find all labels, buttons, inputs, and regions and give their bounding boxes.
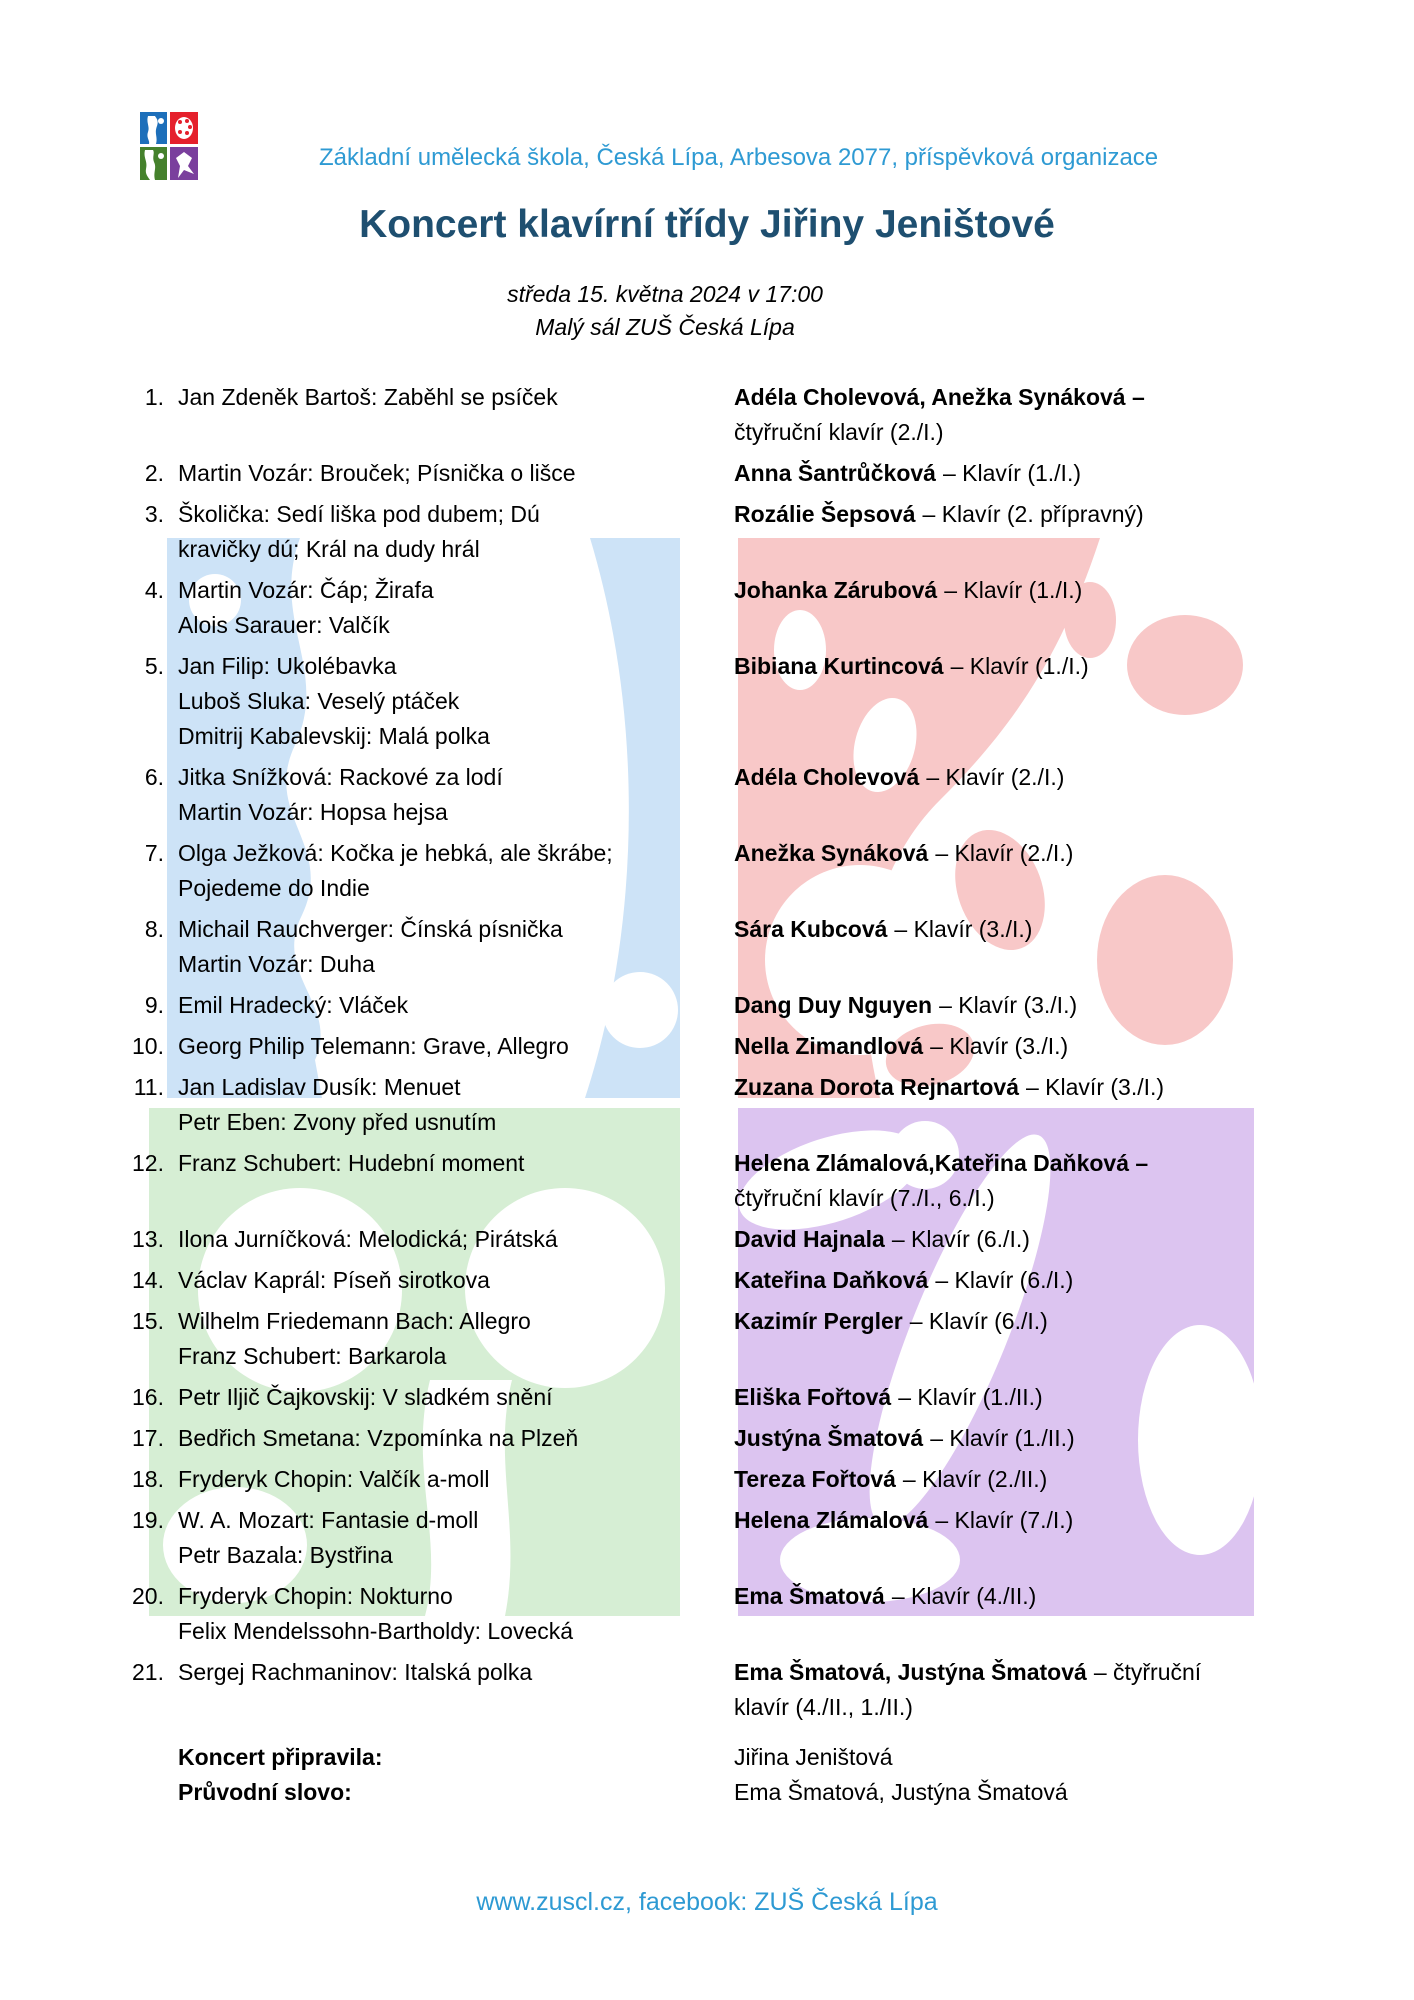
credit-row [130, 1775, 1290, 1810]
performance-detail: – Klavír (2. přípravný) [922, 501, 1144, 527]
program-row [130, 1503, 1290, 1573]
piece-lines [178, 1070, 734, 1140]
program-row [130, 1029, 1290, 1064]
performer-name: Helena Zlámalová,Kateřina Daňková – [734, 1150, 1149, 1176]
program-row [130, 573, 1290, 643]
piece-line: Jan Ladislav Dusík: Menuet [178, 1074, 461, 1100]
program-list [130, 380, 1290, 1810]
performer-cell [734, 1029, 1254, 1064]
row-number: 3. [144, 501, 164, 527]
program-row [130, 1304, 1290, 1374]
piece-lines [178, 1462, 734, 1497]
piece-line: Emil Hradecký: Vláček [178, 992, 409, 1018]
date-line: středa 15. května 2024 v 17:00 [507, 281, 823, 307]
piece-line: Wilhelm Friedemann Bach: Allegro [178, 1308, 531, 1334]
program-row [130, 1421, 1290, 1456]
piece-line: Petr Iljič Čajkovskij: V sladkém snění [178, 1384, 553, 1410]
performance-detail: – Klavír (1./II.) [898, 1384, 1043, 1410]
piece-line: Sergej Rachmaninov: Italská polka [178, 1659, 533, 1685]
piece-line: Luboš Sluka: Veselý ptáček [178, 688, 460, 714]
piece-line: Olga Ježková: Kočka je hebká, ale škrábe; [178, 840, 613, 866]
row-number: 2. [144, 460, 164, 486]
program-row [130, 1462, 1290, 1497]
row-number: 12. [132, 1150, 164, 1176]
piece-line: Alois Sarauer: Valčík [178, 612, 390, 638]
piece-line: Václav Kaprál: Píseň sirotkova [178, 1267, 490, 1293]
piece-line: Pojedeme do Indie [178, 875, 370, 901]
row-number: 1. [144, 384, 164, 410]
performance-detail: – Klavír (6./I.) [909, 1308, 1048, 1334]
performance-detail: – Klavír (1./I.) [942, 460, 1081, 486]
piece-line: Fryderyk Chopin: Nokturno [178, 1583, 453, 1609]
piece-lines [178, 1421, 734, 1456]
performance-detail: – Klavír (6./I.) [891, 1226, 1030, 1252]
row-number: 18. [132, 1466, 164, 1492]
performer-name: Eliška Fořtová [734, 1384, 892, 1410]
piece-line: Franz Schubert: Barkarola [178, 1343, 447, 1369]
venue-line: Malý sál ZUŠ Česká Lípa [535, 314, 795, 340]
piece-line: Jan Zdeněk Bartoš: Zaběhl se psíček [178, 384, 558, 410]
performer-cell [734, 988, 1254, 1023]
performer-cell [734, 760, 1254, 830]
piece-line: Fryderyk Chopin: Valčík a-moll [178, 1466, 490, 1492]
piece-lines [178, 1263, 734, 1298]
piece-line: Bedřich Smetana: Vzpomínka na Plzeň [178, 1425, 579, 1451]
performer-cell [734, 456, 1254, 491]
performer-name: Adéla Cholevová, Anežka Synáková – [734, 384, 1145, 410]
performance-detail: – Klavír (3./I.) [930, 1033, 1069, 1059]
performer-name: Adéla Cholevová [734, 764, 920, 790]
credit-row [130, 1740, 1290, 1775]
school-logo-icon [140, 112, 198, 180]
program-row [130, 497, 1290, 567]
performance-detail: – Klavír (3./I.) [939, 992, 1078, 1018]
row-number: 10. [132, 1033, 164, 1059]
performer-name: Dang Duy Nguyen [734, 992, 933, 1018]
performer-cell [734, 1146, 1254, 1216]
piece-line: Martin Vozár: Hopsa hejsa [178, 799, 448, 825]
piece-lines [178, 1029, 734, 1064]
piece-line: Jitka Snížková: Rackové za lodí [178, 764, 503, 790]
row-number: 20. [132, 1583, 164, 1609]
performer-cell [734, 1222, 1254, 1257]
program-row [130, 1070, 1290, 1140]
program-row [130, 836, 1290, 906]
performer-cell [734, 1263, 1254, 1298]
credit-value: Ema Šmatová, Justýna Šmatová [734, 1779, 1068, 1805]
performer-cell [734, 1655, 1254, 1725]
performer-name: Helena Zlámalová [734, 1507, 929, 1533]
performance-detail: – Klavír (1./II.) [930, 1425, 1075, 1451]
row-number: 7. [144, 840, 164, 866]
performer-name: Justýna Šmatová [734, 1425, 924, 1451]
piece-lines [178, 988, 734, 1023]
row-number: 15. [132, 1308, 164, 1334]
performer-cell [734, 836, 1254, 906]
performer-cell [734, 1070, 1254, 1140]
performer-name: Sára Kubcová [734, 916, 888, 942]
performer-name: Johanka Zárubová [734, 577, 938, 603]
piece-lines [178, 912, 734, 982]
piece-lines [178, 1304, 734, 1374]
performer-name: Rozálie Šepsová [734, 501, 916, 527]
performer-name: Nella Zimandlová [734, 1033, 924, 1059]
piece-lines [178, 649, 734, 754]
performer-name: Bibiana Kurtincová [734, 653, 944, 679]
piece-lines [178, 1380, 734, 1415]
performer-cell [734, 1304, 1254, 1374]
performer-name: Zuzana Dorota Rejnartová [734, 1074, 1019, 1100]
piece-line: Školička: Sedí liška pod dubem; Dú [178, 501, 540, 527]
piece-line: Jan Filip: Ukolébavka [178, 653, 397, 679]
row-number: 16. [132, 1384, 164, 1410]
program-row [130, 1655, 1290, 1725]
credit-label: Koncert připravila: [178, 1744, 383, 1770]
performance-detail: – Klavír (2./I.) [935, 840, 1074, 866]
program-row [130, 760, 1290, 830]
piece-line: Felix Mendelssohn-Bartholdy: Lovecká [178, 1618, 574, 1644]
performer-name: Tereza Fořtová [734, 1466, 896, 1492]
piece-line: kravičky dú; Král na dudy hrál [178, 536, 480, 562]
piece-lines [178, 836, 734, 906]
performer-cell [734, 573, 1254, 643]
row-number: 6. [144, 764, 164, 790]
row-number: 19. [132, 1507, 164, 1533]
piece-lines [178, 760, 734, 830]
piece-lines [178, 1579, 734, 1649]
piece-line: Franz Schubert: Hudební moment [178, 1150, 525, 1176]
piece-line: Georg Philip Telemann: Grave, Allegro [178, 1033, 569, 1059]
piece-line: Martin Vozár: Čáp; Žirafa [178, 577, 434, 603]
piece-lines [178, 456, 734, 491]
row-number: 8. [144, 916, 164, 942]
piece-lines [178, 497, 734, 567]
performer-cell [734, 380, 1254, 450]
performer-cell [734, 1380, 1254, 1415]
piece-line: Ilona Jurníčková: Melodická; Pirátská [178, 1226, 558, 1252]
piece-line: Petr Bazala: Bystřina [178, 1542, 393, 1568]
performer-name: Anna Šantrůčková [734, 460, 936, 486]
row-number: 13. [132, 1226, 164, 1252]
piece-line: Petr Eben: Zvony před usnutím [178, 1109, 497, 1135]
performer-cell [734, 1503, 1254, 1573]
piece-lines [178, 1222, 734, 1257]
performer-cell [734, 497, 1254, 567]
piece-line: Martin Vozár: Brouček; Písnička o lišce [178, 460, 576, 486]
performer-cell [734, 912, 1254, 982]
performer-name: David Hajnala [734, 1226, 885, 1252]
performer-name: Kazimír Pergler [734, 1308, 903, 1334]
program-row [130, 912, 1290, 982]
program-row [130, 456, 1290, 491]
concert-title: Koncert klavírní třídy Jiřiny Jeništové [359, 203, 1055, 246]
row-number: 14. [132, 1267, 164, 1293]
credits-block [130, 1740, 1290, 1810]
program-row [130, 988, 1290, 1023]
performance-detail: – Klavír (4./II.) [891, 1583, 1037, 1609]
program-row [130, 1263, 1290, 1298]
program-row [130, 1579, 1290, 1649]
performance-detail: – Klavír (3./I.) [894, 916, 1033, 942]
performance-detail: čtyřruční klavír (2./I.) [734, 419, 944, 445]
performer-name: Ema Šmatová [734, 1583, 885, 1609]
program-row [130, 1380, 1290, 1415]
row-number: 21. [132, 1659, 164, 1685]
performer-cell [734, 649, 1254, 754]
piece-line: W. A. Mozart: Fantasie d-moll [178, 1507, 479, 1533]
piece-line: Michail Rauchverger: Čínská písnička [178, 916, 563, 942]
performance-detail: – Klavír (7./I.) [935, 1507, 1074, 1533]
performer-cell [734, 1421, 1254, 1456]
performer-name: Ema Šmatová, Justýna Šmatová [734, 1659, 1087, 1685]
piece-lines [178, 573, 734, 643]
program-row [130, 380, 1290, 450]
performance-detail: – Klavír (3./I.) [1026, 1074, 1165, 1100]
piece-lines [178, 1503, 734, 1573]
performer-name: Anežka Synáková [734, 840, 929, 866]
performance-detail: – Klavír (1./I.) [944, 577, 1083, 603]
footer-link-line: www.zuscl.cz, facebook: ZUŠ Česká Lípa [476, 1888, 938, 1916]
piece-lines [178, 1655, 734, 1725]
piece-line: Martin Vozár: Duha [178, 951, 375, 977]
performance-detail: čtyřruční klavír (7./I., 6./I.) [734, 1185, 995, 1211]
row-number: 5. [144, 653, 164, 679]
school-name-line: Základní umělecká škola, Česká Lípa, Arbesova 2077, příspěvková organizace [319, 144, 1159, 171]
performer-name: Kateřina Daňková [734, 1267, 929, 1293]
performer-cell [734, 1462, 1254, 1497]
performer-cell [734, 1579, 1254, 1649]
piece-line: Dmitrij Kabalevskij: Malá polka [178, 723, 490, 749]
program-row [130, 649, 1290, 754]
row-number: 17. [132, 1425, 164, 1451]
credit-label: Průvodní slovo: [178, 1779, 352, 1805]
performance-detail: – Klavír (2./II.) [902, 1466, 1048, 1492]
performance-detail: – Klavír (6./I.) [935, 1267, 1074, 1293]
row-number: 11. [133, 1074, 164, 1100]
piece-lines [178, 380, 734, 450]
performance-detail: – Klavír (1./I.) [950, 653, 1089, 679]
credit-value: Jiřina Jeništová [734, 1744, 893, 1770]
program-row [130, 1146, 1290, 1216]
performance-detail: – Klavír (2./I.) [926, 764, 1065, 790]
piece-lines [178, 1146, 734, 1216]
row-number: 9. [144, 992, 164, 1018]
row-number: 4. [144, 577, 164, 603]
performance-detail: – čtyřruční klavír (4./II., 1./II.) [734, 1659, 1202, 1720]
program-row [130, 1222, 1290, 1257]
